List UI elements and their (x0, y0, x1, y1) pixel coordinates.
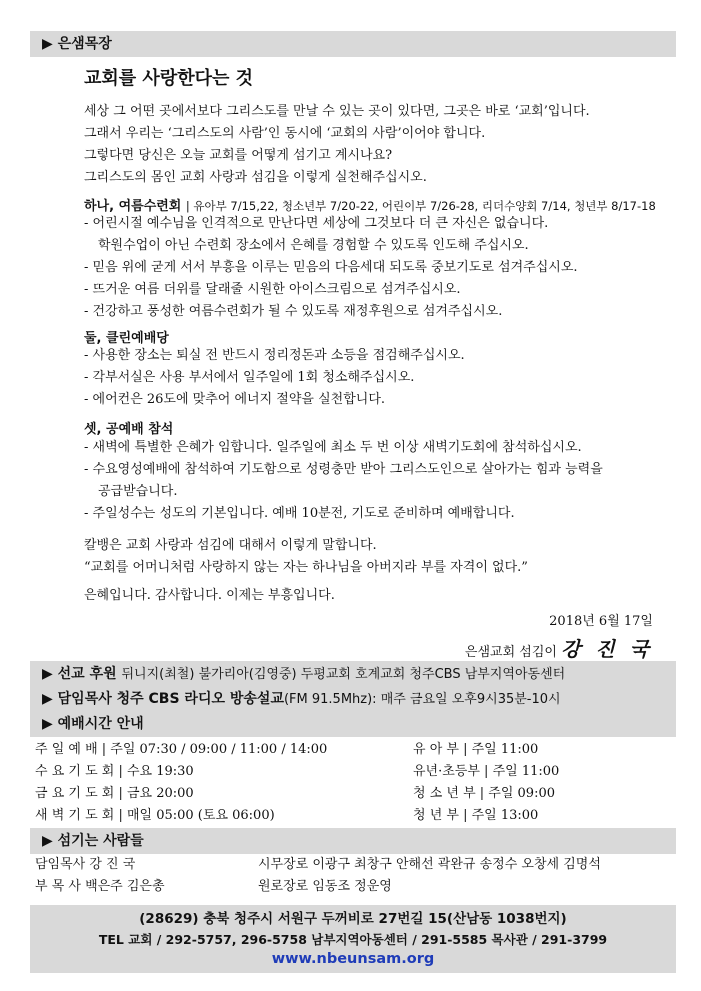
servers-label: ▶ 섬기는 사람들 (42, 833, 144, 849)
intro-line: 그렇다면 당신은 오늘 교회를 어떻게 섬기고 계시나요? (84, 148, 393, 163)
worship-row: 유년·초등부 | 주일 11:00 (413, 764, 560, 779)
worship-row: 유 아 부 | 주일 11:00 (413, 742, 539, 757)
radio-label: ▶ 담임목사 청주 CBS 라디오 방송설교 (42, 691, 284, 707)
worship-row: 금 요 기 도 회 | 금요 20:00 (35, 786, 194, 801)
staff-right (258, 854, 601, 898)
section3-list (84, 437, 603, 525)
signature-name: 강 진 국 (561, 637, 653, 661)
section3-heading: 셋, 공예배 참석 (84, 422, 174, 437)
list-item: - 뜨거운 여름 더위를 달래줄 시원한 아이스크림으로 섬겨주십시오. (84, 282, 461, 297)
radio-text: (FM 91.5Mhz): 매주 금요일 오후9시35분-10시 (283, 692, 561, 707)
worship-label: ▶ 예배시간 안내 (42, 716, 144, 732)
section-header-label: ▶ 은샘목장 (42, 36, 112, 52)
list-item: - 에어컨은 26도에 맞추어 에너지 절약을 실천합니다. (84, 392, 386, 407)
mission-label: ▶ 선교 후원 (42, 666, 117, 682)
staff-left (35, 854, 165, 898)
list-item: - 사용한 장소는 퇴실 전 반드시 정리정돈과 소등을 점검해주십시오. (84, 348, 465, 363)
website-link[interactable]: www.nbeunsam.org (271, 951, 435, 967)
staff-row: 부 목 사 백은주 김은총 (35, 879, 165, 894)
quote-paragraph (84, 535, 528, 579)
closing-text: 은혜입니다. 감사합니다. 이제는 부흥입니다. (84, 588, 335, 603)
footer-phones: TEL 교회 / 292-5757, 296-5758 남부지역아동센터 / 291-5585 목사관 / 291-3799 (98, 932, 608, 947)
worship-times-left (35, 739, 327, 827)
signature-prefix: 은샘교회 섬김이 (464, 645, 557, 660)
intro-line: 그래서 우리는 ‘그리스도의 사람’인 동시에 ‘교회의 사람’이어야 합니다. (84, 126, 486, 141)
closing-line (84, 585, 335, 607)
list-item: - 주일성수는 성도의 기본입니다. 예배 10분전, 기도로 준비하며 예배합니다. (84, 506, 515, 521)
section1-schedule: | 유아부 7/15,22, 청소년부 7/20-22, 어린이부 7/26-28, 리더수양회 7/14, 청년부 8/17-18 (185, 199, 656, 213)
letter-date: 2018년 6월 17일 (549, 614, 653, 629)
worship-times-right (413, 739, 559, 827)
mission-text: 뒤니지(최철) 불가리아(김영중) 두평교회 호계교회 청주CBS 남부지역아동센터 (121, 667, 566, 682)
mission-bar (30, 661, 676, 687)
list-item: - 믿음 위에 굳게 서서 부흥을 이루는 믿음의 다음세대 되도록 중보기도로 섬겨주십시오. (84, 260, 578, 275)
worship-row: 청 소 년 부 | 주일 09:00 (413, 786, 555, 801)
section-header-bar (30, 31, 676, 57)
footer-address: (28629) 충북 청주시 서원구 두꺼비로 27번길 15(산남동 1038번지) (139, 911, 567, 927)
worship-bar (30, 711, 676, 737)
list-item-continuation: 공급받습니다. (98, 484, 178, 499)
list-item: - 수요영성예배에 참석하여 기도함으로 성령충만 받아 그리스도인으로 살아가는 힘과 능력을 (84, 462, 603, 477)
worship-row: 주 일 예 배 | 주일 07:30 / 09:00 / 11:00 / 14:00 (35, 742, 328, 757)
quote-line: “교회를 어머니처럼 사랑하지 않는 자는 하나님을 아버지라 부를 자격이 없다.” (84, 560, 528, 575)
staff-row: 원로장로 임동조 정운영 (258, 879, 392, 894)
list-item: - 새벽에 특별한 은혜가 임합니다. 일주일에 최소 두 번 이상 새벽기도회에 참석하십시오. (84, 440, 582, 455)
letter-signature (465, 633, 653, 662)
list-item: - 각부서실은 사용 부서에서 일주일에 1회 청소해주십시오. (84, 370, 415, 385)
list-item: - 건강하고 풍성한 여름수련회가 될 수 있도록 재정후원으로 섬겨주십시오. (84, 304, 503, 319)
intro-paragraph (84, 101, 590, 189)
worship-row: 수 요 기 도 회 | 수요 19:30 (35, 764, 194, 779)
staff-row: 담임목사 강 진 국 (35, 857, 136, 872)
list-item: - 어린시절 예수님을 인격적으로 만난다면 세상에 그것보다 더 큰 자신은 없습니다. (84, 216, 549, 231)
footer (30, 905, 676, 973)
staff-row: 시무장로 이광구 최창구 안해선 곽완규 송정수 오창세 김명석 (258, 857, 601, 872)
page-title: 교회를 사랑한다는 것 (84, 68, 254, 89)
intro-line: 세상 그 어떤 곳에서보다 그리스도를 만날 수 있는 곳이 있다면, 그곳은 바로 ‘교회’입니다. (84, 104, 590, 119)
list-item-continuation: 학원수업이 아닌 수련회 장소에서 은혜를 경험할 수 있도록 인도해 주십시오. (98, 238, 529, 253)
intro-line: 그리스도의 몸인 교회 사랑과 섬김을 이렇게 실천해주십시오. (84, 170, 427, 185)
section1-list (84, 213, 578, 323)
quote-line: 칼뱅은 교회 사랑과 섬김에 대해서 이렇게 말합니다. (84, 538, 377, 553)
section1-title: 하나, 여름수련회 (84, 199, 182, 214)
worship-row: 청 년 부 | 주일 13:00 (413, 808, 539, 823)
servers-bar (30, 828, 676, 854)
radio-bar (30, 686, 676, 712)
worship-row: 새 벽 기 도 회 | 매일 05:00 (토요 06:00) (35, 808, 275, 823)
section1-heading (84, 195, 656, 214)
section2-list (84, 345, 465, 411)
section2-heading: 둘, 클린예배당 (84, 331, 169, 346)
